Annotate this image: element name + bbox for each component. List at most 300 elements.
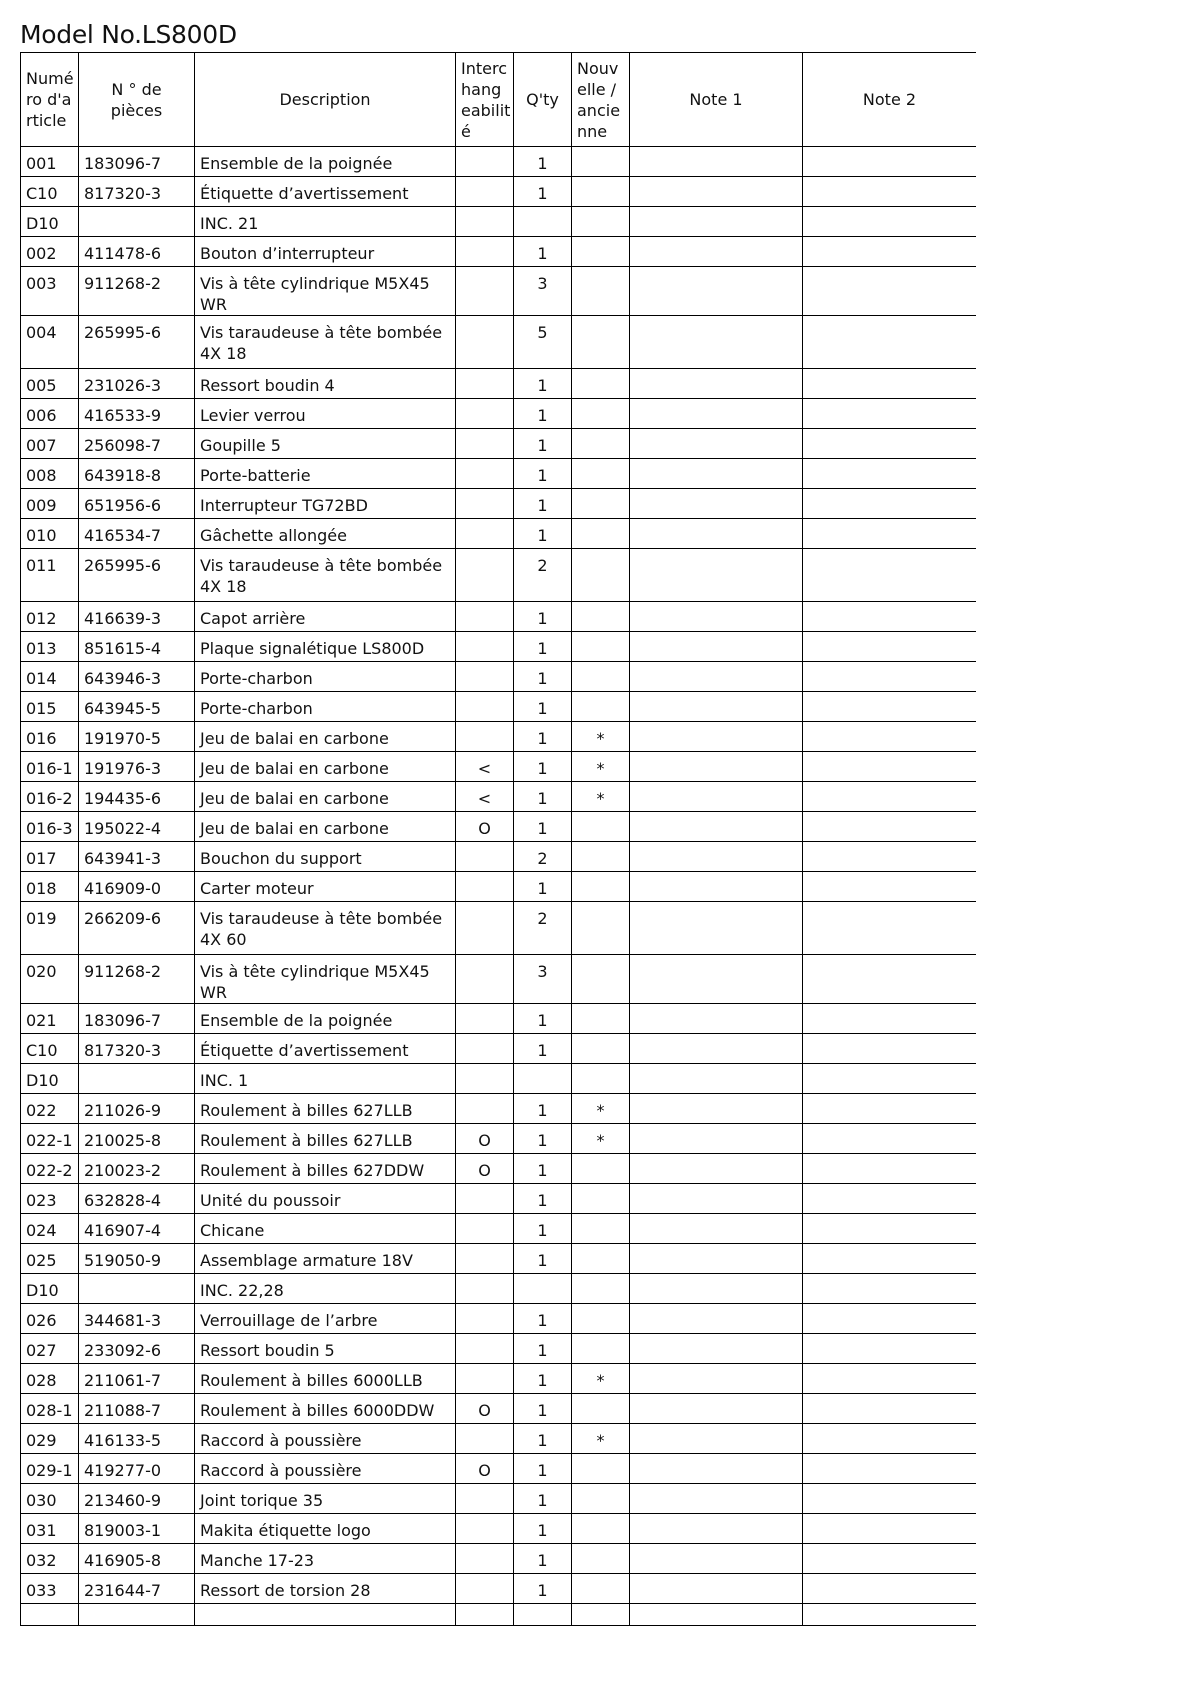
cell-item-number: 024 (21, 1214, 79, 1244)
cell-description: Vis taraudeuse à tête bombée 4X 18 (195, 316, 456, 369)
column-header-note-2: Note 2 (803, 53, 977, 147)
cell-description: Étiquette d’avertissement (195, 177, 456, 207)
cell-new-old (572, 955, 630, 1004)
cell-note-2 (803, 662, 977, 692)
column-header-part-number: N ° de pièces (79, 53, 195, 147)
cell-part-number: 911268-2 (79, 955, 195, 1004)
cell-description: Vis taraudeuse à tête bombée 4X 18 (195, 549, 456, 602)
cell-interchangeability (456, 722, 514, 752)
cell-quantity: 1 (514, 1094, 572, 1124)
cell-interchangeability: O (456, 1394, 514, 1424)
cell-quantity: 1 (514, 489, 572, 519)
table-row (21, 1214, 977, 1244)
cell-item-number: 031 (21, 1514, 79, 1544)
cell-new-old (572, 1184, 630, 1214)
table-row (21, 1244, 977, 1274)
cell-note-1 (630, 549, 803, 602)
parts-table (20, 52, 976, 1626)
cell-interchangeability (456, 369, 514, 399)
cell-item-number: 007 (21, 429, 79, 459)
cell-part-number: 256098-7 (79, 429, 195, 459)
cell-interchangeability (456, 316, 514, 369)
cell-new-old (572, 1514, 630, 1544)
cell-item-number: 016-3 (21, 812, 79, 842)
cell-new-old (572, 1214, 630, 1244)
cell-new-old: * (572, 1424, 630, 1454)
cell-note-2 (803, 1514, 977, 1544)
cell-note-2 (803, 1484, 977, 1514)
cell-item-number: 006 (21, 399, 79, 429)
cell-part-number: 416909-0 (79, 872, 195, 902)
cell-part-number: 643941-3 (79, 842, 195, 872)
cell-quantity: 1 (514, 752, 572, 782)
cell-note-1 (630, 1214, 803, 1244)
table-row (21, 369, 977, 399)
cell-interchangeability (456, 1094, 514, 1124)
cell-new-old (572, 1244, 630, 1274)
table-row (21, 1484, 977, 1514)
cell-description: Makita étiquette logo (195, 1514, 456, 1544)
cell-note-2 (803, 1184, 977, 1214)
cell-quantity: 1 (514, 722, 572, 752)
cell-note-1 (630, 782, 803, 812)
cell-new-old (572, 1274, 630, 1304)
cell-description: Bouchon du support (195, 842, 456, 872)
cell-part-number: 211061-7 (79, 1364, 195, 1394)
cell-part-number: 651956-6 (79, 489, 195, 519)
cell-note-1 (630, 662, 803, 692)
cell-interchangeability (456, 549, 514, 602)
cell-note-1 (630, 177, 803, 207)
cell-note-1 (630, 1094, 803, 1124)
cell-interchangeability (456, 1244, 514, 1274)
cell-item-number: 022-1 (21, 1124, 79, 1154)
cell-new-old (572, 1064, 630, 1094)
cell-quantity: 1 (514, 1334, 572, 1364)
cell-note-2 (803, 549, 977, 602)
empty-cell (21, 1604, 79, 1626)
table-row (21, 489, 977, 519)
cell-part-number: 519050-9 (79, 1244, 195, 1274)
cell-quantity (514, 207, 572, 237)
table-row (21, 147, 977, 177)
cell-part-number: 416639-3 (79, 602, 195, 632)
cell-interchangeability (456, 519, 514, 549)
cell-interchangeability (456, 1214, 514, 1244)
cell-new-old (572, 1154, 630, 1184)
cell-note-1 (630, 429, 803, 459)
cell-description: Chicane (195, 1214, 456, 1244)
cell-note-1 (630, 1004, 803, 1034)
cell-new-old (572, 177, 630, 207)
cell-quantity: 1 (514, 1124, 572, 1154)
cell-description: Gâchette allongée (195, 519, 456, 549)
cell-item-number: 020 (21, 955, 79, 1004)
cell-new-old (572, 902, 630, 955)
cell-interchangeability (456, 1334, 514, 1364)
parts-table-wrapper (20, 52, 976, 1683)
cell-part-number (79, 207, 195, 237)
cell-note-2 (803, 489, 977, 519)
cell-item-number: 033 (21, 1574, 79, 1604)
cell-note-1 (630, 459, 803, 489)
cell-interchangeability (456, 267, 514, 316)
cell-description: Porte-charbon (195, 692, 456, 722)
cell-new-old: * (572, 782, 630, 812)
cell-note-2 (803, 1244, 977, 1274)
cell-new-old (572, 662, 630, 692)
cell-interchangeability (456, 1514, 514, 1544)
cell-item-number: 016-1 (21, 752, 79, 782)
cell-quantity: 1 (514, 1364, 572, 1394)
cell-quantity: 1 (514, 602, 572, 632)
cell-new-old (572, 692, 630, 722)
cell-quantity: 1 (514, 147, 572, 177)
cell-part-number: 643945-5 (79, 692, 195, 722)
cell-quantity: 1 (514, 1304, 572, 1334)
cell-interchangeability (456, 1424, 514, 1454)
table-row (21, 459, 977, 489)
cell-interchangeability (456, 1484, 514, 1514)
table-row (21, 519, 977, 549)
cell-item-number: 005 (21, 369, 79, 399)
cell-interchangeability (456, 872, 514, 902)
column-header-note-1: Note 1 (630, 53, 803, 147)
cell-item-number: 018 (21, 872, 79, 902)
cell-item-number: D10 (21, 207, 79, 237)
table-row (21, 782, 977, 812)
cell-note-1 (630, 1274, 803, 1304)
cell-description: Goupille 5 (195, 429, 456, 459)
table-row (21, 1604, 977, 1626)
table-row (21, 429, 977, 459)
table-row (21, 1574, 977, 1604)
cell-note-1 (630, 519, 803, 549)
table-row (21, 1004, 977, 1034)
cell-interchangeability (456, 1034, 514, 1064)
cell-item-number: D10 (21, 1064, 79, 1094)
cell-interchangeability (456, 662, 514, 692)
cell-part-number: 851615-4 (79, 632, 195, 662)
cell-quantity: 1 (514, 1424, 572, 1454)
cell-new-old (572, 1394, 630, 1424)
cell-interchangeability: < (456, 782, 514, 812)
cell-new-old (572, 842, 630, 872)
cell-part-number: 191976-3 (79, 752, 195, 782)
cell-quantity: 1 (514, 1544, 572, 1574)
cell-part-number: 643918-8 (79, 459, 195, 489)
cell-item-number: 001 (21, 147, 79, 177)
table-body (21, 147, 977, 1626)
cell-description: Ressort boudin 5 (195, 1334, 456, 1364)
cell-note-1 (630, 752, 803, 782)
cell-note-2 (803, 752, 977, 782)
cell-quantity: 5 (514, 316, 572, 369)
cell-new-old: * (572, 722, 630, 752)
cell-item-number: 028-1 (21, 1394, 79, 1424)
cell-interchangeability (456, 602, 514, 632)
cell-item-number: 013 (21, 632, 79, 662)
cell-description: Ensemble de la poignée (195, 1004, 456, 1034)
cell-quantity: 2 (514, 842, 572, 872)
cell-quantity: 1 (514, 1454, 572, 1484)
page-title: Model No.LS800D (20, 20, 237, 49)
cell-description: Porte-batterie (195, 459, 456, 489)
table-row (21, 1394, 977, 1424)
cell-quantity: 1 (514, 1574, 572, 1604)
cell-new-old (572, 1334, 630, 1364)
cell-item-number: 026 (21, 1304, 79, 1334)
cell-new-old (572, 632, 630, 662)
cell-quantity: 1 (514, 459, 572, 489)
cell-item-number: 011 (21, 549, 79, 602)
cell-note-2 (803, 1124, 977, 1154)
cell-note-2 (803, 632, 977, 662)
cell-new-old (572, 1574, 630, 1604)
cell-quantity: 1 (514, 1244, 572, 1274)
cell-part-number: 416907-4 (79, 1214, 195, 1244)
cell-note-1 (630, 1514, 803, 1544)
cell-description: Roulement à billes 6000LLB (195, 1364, 456, 1394)
cell-interchangeability (456, 1544, 514, 1574)
cell-note-2 (803, 722, 977, 752)
cell-note-1 (630, 1304, 803, 1334)
cell-note-2 (803, 1034, 977, 1064)
cell-description: Vis taraudeuse à tête bombée 4X 60 (195, 902, 456, 955)
cell-part-number: 211088-7 (79, 1394, 195, 1424)
cell-note-2 (803, 1304, 977, 1334)
cell-note-1 (630, 1394, 803, 1424)
cell-note-2 (803, 1574, 977, 1604)
cell-description: INC. 22,28 (195, 1274, 456, 1304)
cell-part-number: 416133-5 (79, 1424, 195, 1454)
cell-interchangeability (456, 1574, 514, 1604)
cell-interchangeability (456, 489, 514, 519)
cell-description: Ensemble de la poignée (195, 147, 456, 177)
table-row (21, 842, 977, 872)
table-row (21, 549, 977, 602)
cell-description: Plaque signalétique LS800D (195, 632, 456, 662)
cell-note-1 (630, 369, 803, 399)
cell-new-old (572, 207, 630, 237)
cell-item-number: 028 (21, 1364, 79, 1394)
cell-new-old (572, 316, 630, 369)
table-row (21, 955, 977, 1004)
cell-note-1 (630, 1484, 803, 1514)
cell-note-2 (803, 1334, 977, 1364)
cell-note-1 (630, 1574, 803, 1604)
cell-description: Jeu de balai en carbone (195, 752, 456, 782)
cell-new-old: * (572, 1364, 630, 1394)
table-row (21, 1124, 977, 1154)
cell-description: Ressort boudin 4 (195, 369, 456, 399)
table-row (21, 872, 977, 902)
table-row (21, 177, 977, 207)
cell-part-number: 194435-6 (79, 782, 195, 812)
cell-item-number: 015 (21, 692, 79, 722)
cell-quantity: 3 (514, 267, 572, 316)
cell-new-old (572, 872, 630, 902)
cell-part-number (79, 1274, 195, 1304)
cell-interchangeability (456, 955, 514, 1004)
empty-cell (79, 1604, 195, 1626)
cell-item-number: 010 (21, 519, 79, 549)
cell-part-number: 819003-1 (79, 1514, 195, 1544)
cell-interchangeability (456, 1304, 514, 1334)
table-row (21, 1304, 977, 1334)
cell-description: Assemblage armature 18V (195, 1244, 456, 1274)
cell-note-2 (803, 1394, 977, 1424)
cell-description: Roulement à billes 627LLB (195, 1094, 456, 1124)
column-header-description: Description (195, 53, 456, 147)
table-row (21, 632, 977, 662)
cell-new-old (572, 459, 630, 489)
cell-description: Manche 17-23 (195, 1544, 456, 1574)
cell-item-number: 004 (21, 316, 79, 369)
cell-note-1 (630, 842, 803, 872)
cell-interchangeability (456, 207, 514, 237)
table-row (21, 692, 977, 722)
cell-quantity: 1 (514, 1394, 572, 1424)
cell-quantity: 1 (514, 1484, 572, 1514)
column-header-quantity: Q'ty (514, 53, 572, 147)
cell-quantity (514, 1064, 572, 1094)
cell-quantity: 1 (514, 1034, 572, 1064)
cell-note-2 (803, 1064, 977, 1094)
column-header-new-old: Nouv elle / ancie nne (572, 53, 630, 147)
cell-part-number: 183096-7 (79, 147, 195, 177)
cell-note-2 (803, 1214, 977, 1244)
table-row (21, 602, 977, 632)
cell-description: Unité du poussoir (195, 1184, 456, 1214)
table-row (21, 812, 977, 842)
cell-interchangeability (456, 632, 514, 662)
cell-interchangeability: O (456, 812, 514, 842)
cell-quantity: 3 (514, 955, 572, 1004)
cell-new-old: * (572, 1124, 630, 1154)
cell-note-2 (803, 316, 977, 369)
cell-part-number: 266209-6 (79, 902, 195, 955)
table-row (21, 1424, 977, 1454)
cell-new-old (572, 1304, 630, 1334)
table-row (21, 1454, 977, 1484)
cell-description: Vis à tête cylindrique M5X45 WR (195, 267, 456, 316)
cell-part-number: 265995-6 (79, 316, 195, 369)
cell-note-2 (803, 177, 977, 207)
cell-item-number: 029 (21, 1424, 79, 1454)
cell-part-number: 265995-6 (79, 549, 195, 602)
cell-note-2 (803, 237, 977, 267)
cell-note-2 (803, 1094, 977, 1124)
cell-note-2 (803, 369, 977, 399)
cell-new-old: * (572, 1094, 630, 1124)
cell-interchangeability (456, 1274, 514, 1304)
empty-cell (514, 1604, 572, 1626)
cell-note-1 (630, 1544, 803, 1574)
cell-interchangeability (456, 177, 514, 207)
cell-part-number: 817320-3 (79, 177, 195, 207)
cell-new-old (572, 147, 630, 177)
cell-interchangeability (456, 1064, 514, 1094)
table-row (21, 316, 977, 369)
cell-note-2 (803, 207, 977, 237)
cell-new-old (572, 519, 630, 549)
cell-new-old: * (572, 752, 630, 782)
cell-new-old (572, 602, 630, 632)
cell-interchangeability (456, 842, 514, 872)
cell-description: Jeu de balai en carbone (195, 722, 456, 752)
cell-new-old (572, 237, 630, 267)
cell-interchangeability: O (456, 1124, 514, 1154)
cell-note-2 (803, 842, 977, 872)
cell-interchangeability (456, 692, 514, 722)
cell-part-number: 183096-7 (79, 1004, 195, 1034)
cell-new-old (572, 1454, 630, 1484)
cell-new-old (572, 812, 630, 842)
cell-description: Étiquette d’avertissement (195, 1034, 456, 1064)
cell-description: Verrouillage de l’arbre (195, 1304, 456, 1334)
cell-part-number: 233092-6 (79, 1334, 195, 1364)
cell-description: Jeu de balai en carbone (195, 812, 456, 842)
cell-description: INC. 1 (195, 1064, 456, 1094)
cell-part-number: 632828-4 (79, 1184, 195, 1214)
cell-note-1 (630, 692, 803, 722)
cell-quantity: 1 (514, 519, 572, 549)
cell-interchangeability (456, 1364, 514, 1394)
cell-part-number: 416534-7 (79, 519, 195, 549)
cell-note-2 (803, 602, 977, 632)
cell-item-number: C10 (21, 1034, 79, 1064)
cell-item-number: 009 (21, 489, 79, 519)
cell-note-1 (630, 1124, 803, 1154)
cell-item-number: 030 (21, 1484, 79, 1514)
table-row (21, 1034, 977, 1064)
cell-quantity: 1 (514, 1154, 572, 1184)
cell-quantity: 2 (514, 902, 572, 955)
cell-note-1 (630, 316, 803, 369)
cell-item-number: 029-1 (21, 1454, 79, 1484)
cell-part-number: 416905-8 (79, 1544, 195, 1574)
cell-quantity: 1 (514, 1514, 572, 1544)
cell-part-number: 195022-4 (79, 812, 195, 842)
table-row (21, 1514, 977, 1544)
cell-note-1 (630, 872, 803, 902)
cell-interchangeability (456, 147, 514, 177)
cell-description: Capot arrière (195, 602, 456, 632)
table-row (21, 752, 977, 782)
cell-note-1 (630, 207, 803, 237)
cell-description: Roulement à billes 627DDW (195, 1154, 456, 1184)
empty-cell (572, 1604, 630, 1626)
cell-quantity: 1 (514, 692, 572, 722)
cell-note-1 (630, 1334, 803, 1364)
cell-quantity: 2 (514, 549, 572, 602)
cell-interchangeability (456, 459, 514, 489)
cell-note-2 (803, 1424, 977, 1454)
table-row (21, 662, 977, 692)
cell-quantity: 1 (514, 662, 572, 692)
empty-cell (456, 1604, 514, 1626)
cell-part-number: 213460-9 (79, 1484, 195, 1514)
cell-quantity: 1 (514, 177, 572, 207)
cell-quantity: 1 (514, 1184, 572, 1214)
cell-description: Porte-charbon (195, 662, 456, 692)
table-row (21, 1094, 977, 1124)
cell-note-2 (803, 1454, 977, 1484)
table-row (21, 207, 977, 237)
cell-note-2 (803, 1004, 977, 1034)
cell-quantity: 1 (514, 782, 572, 812)
